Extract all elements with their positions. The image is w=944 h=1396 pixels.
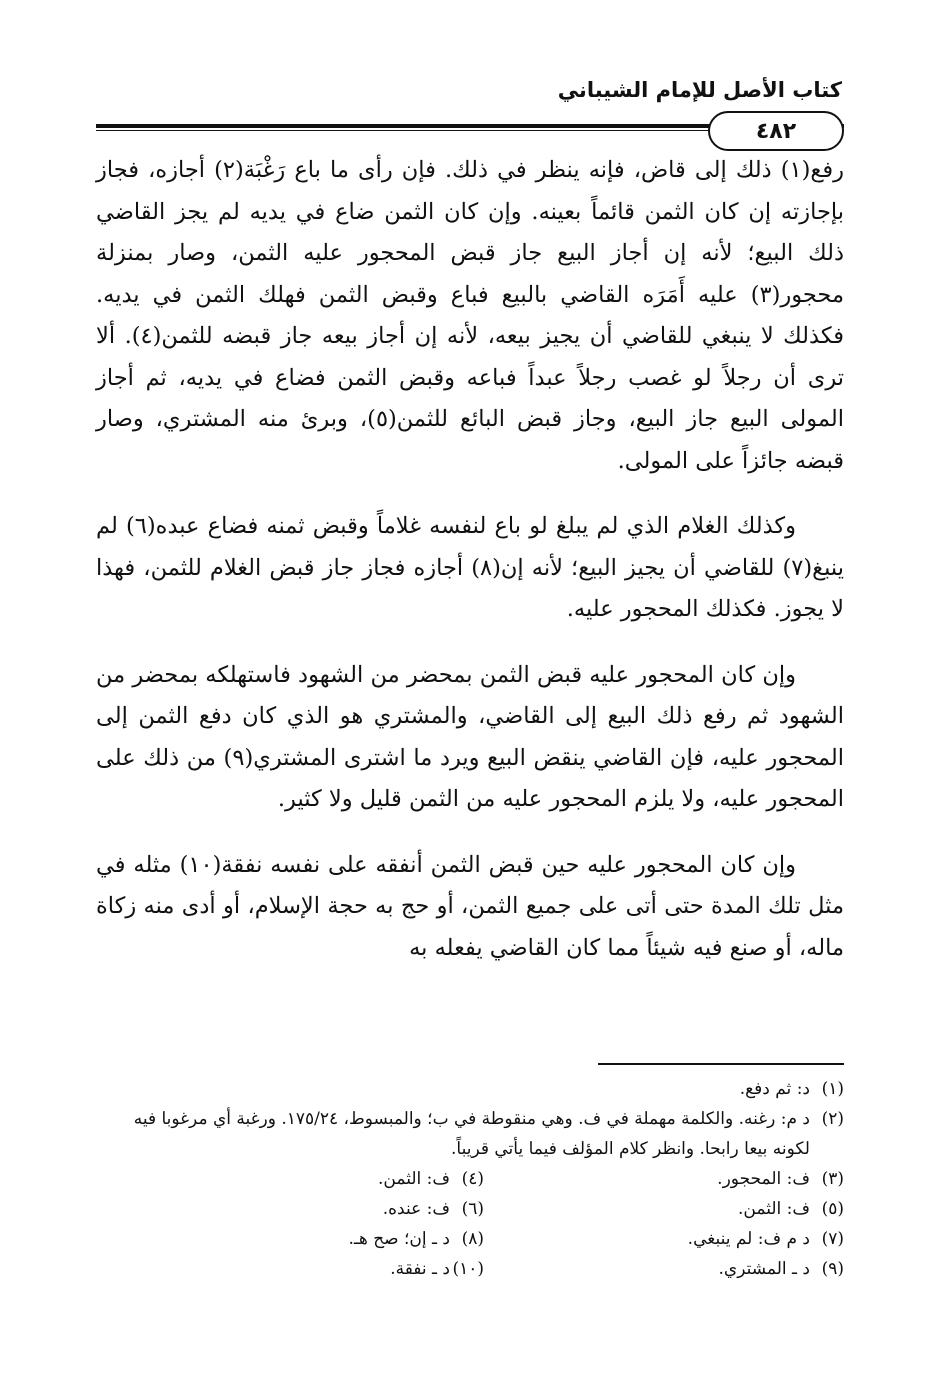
footnote-number: (٤): [461, 1169, 484, 1189]
footnote: [124, 1164, 484, 1194]
main-text: [96, 150, 844, 993]
footnote: [124, 1194, 484, 1224]
footnote: [484, 1254, 844, 1284]
footnote-text: ف: الثمن.: [378, 1169, 450, 1189]
footnote: [124, 1254, 484, 1284]
footnote-text: ف: الثمن.: [738, 1199, 810, 1219]
footnote-number: (٧): [821, 1229, 844, 1249]
paragraph-4: وإن كان المحجور عليه حين قبض الثمن أنفقه على نفسه نفقة(١٠) مثله في مثل تلك المدة حتى أتى على جميع الثمن، أو حج به حجة الإسلام، أو أدى منه زكاة ماله، أو صنع فيه شيئاً مما كان القاضي يفعله به: [96, 851, 844, 961]
footnote: [96, 1104, 844, 1164]
footnote-text: د: ثم دفع.: [739, 1079, 810, 1099]
paragraph-1: رفع(١) ذلك إلى قاض، فإنه ينظر في ذلك. فإن رأى ما باع رَغْبَة(٢) أجازه، فجاز بإجازته إن كان الثمن قائماً بعينه. وإن كان الثمن ضاع في يديه لم يجز القاضي ذلك البيع؛ لأنه إن أجاز البيع جاز قبض المحجور عليه الثمن، وصار بمنزلة محجور(٣) عليه أَمَرَه القاضي بالبيع فباع وقبض الثمن فهلك الثمن في يديه. فكذلك لا ينبغي للقاضي أن يجيز بيعه، لأنه إن أجاز بيعه جاز قبضه للثمن(٤). ألا ترى أن رجلاً لو غصب رجلاً عبداً فباعه وقبض الثمن فضاع في يديه، ثم أجاز المولى البيع جاز البيع، وجاز قبض البائع للثمن(٥)، وبرئ منه المشتري، وصار قبضه جائزاً على المولى.: [96, 157, 844, 474]
footnote-number: (١): [821, 1079, 844, 1099]
footnote-row: [96, 1254, 844, 1284]
footnote-row: [96, 1194, 844, 1224]
footnote-text: ف: المحجور.: [717, 1169, 810, 1189]
footnote-text: د م: رغنه. والكلمة مهملة في ف. وهي منقوطة في ب؛ والمبسوط، ١٧٥/٢٤. ورغبة أي مرغوبا فيه لكونه بيعا رابحا. وانظر كلام المؤلف فيما يأتي قريباً.: [133, 1109, 810, 1159]
footnote: [484, 1224, 844, 1254]
footnote-number: (٦): [461, 1199, 484, 1219]
footnote-text: د ـ نفقة.: [390, 1259, 450, 1279]
footnote-number: (٣): [821, 1169, 844, 1189]
running-header-title: كتاب الأصل للإمام الشيباني: [557, 78, 842, 102]
footnotes: [96, 1074, 844, 1284]
footnote-text: د ـ المشتري.: [718, 1259, 810, 1279]
footnote: [484, 1194, 844, 1224]
footnote-number: (١٠): [452, 1259, 484, 1279]
footnote-number: (٨): [461, 1229, 484, 1249]
footnote-number: (٢): [821, 1109, 844, 1129]
footnote: [96, 1074, 844, 1104]
page-number: ٤٨٢: [755, 118, 797, 144]
footnote-number: (٥): [821, 1199, 844, 1219]
footnote: [124, 1224, 484, 1254]
footnote-text: د م ف: لم ينبغي.: [687, 1229, 810, 1249]
footnote-row: [96, 1224, 844, 1254]
footnote-separator: [598, 1063, 844, 1065]
footnote-number: (٩): [821, 1259, 844, 1279]
footnote: [484, 1164, 844, 1194]
page-number-badge: [708, 111, 844, 151]
footnote-row: [96, 1164, 844, 1194]
footnote-text: ف: عنده.: [382, 1199, 450, 1219]
paragraph-2: وكذلك الغلام الذي لم يبلغ لو باع لنفسه غلاماً وقبض ثمنه فضاع عبده(٦) لم ينبغ(٧) للقاضي أن يجيز البيع؛ لأنه إن(٨) أجازه فجاز جاز قبض الغلام للثمن، فهذا لا يجوز. فكذلك المحجور عليه.: [96, 513, 844, 622]
paragraph-3: وإن كان المحجور عليه قبض الثمن بمحضر من الشهود فاستهلكه بمحضر من الشهود ثم رفع ذلك البيع إلى القاضي، والمشتري هو الذي كان دفع الثمن إلى المحجور عليه، فإن القاضي ينقض البيع ويرد ما اشترى المشتري(٩) من ذلك على المحجور عليه، ولا يلزم المحجور عليه من الثمن قليل ولا كثير.: [96, 661, 844, 812]
footnote-text: د ـ إن؛ صح هـ.: [348, 1229, 450, 1249]
